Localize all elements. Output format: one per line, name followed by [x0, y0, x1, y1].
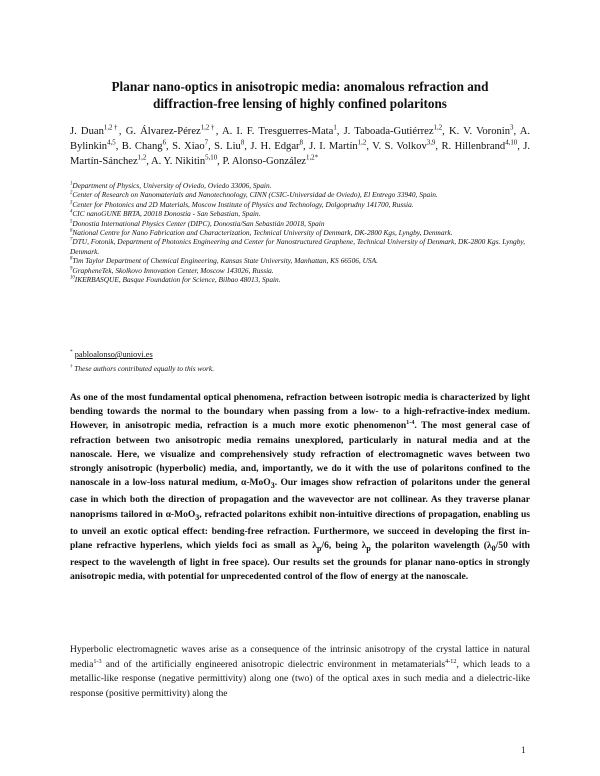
affiliation-text: DTU, Fotonik, Department of Photonics Engineering and Center for Nanostructured Graphene, Technical University of Denmark, DK-2800 Kgs. Lyngby, Denmark.: [70, 237, 526, 256]
author: [70, 126, 119, 137]
author-name: V. S. Volkov: [372, 141, 427, 152]
affiliation-number: 5: [70, 219, 73, 225]
author: [122, 141, 166, 152]
author-affiliation-mark: 8: [240, 139, 245, 147]
author-affiliation-mark: 4,10: [505, 139, 518, 147]
subscript: 3: [195, 512, 200, 522]
corresponding-mark: *: [70, 349, 73, 356]
affiliation-number: 1: [70, 181, 73, 187]
subscript: 3: [270, 481, 275, 491]
author-name: S. Xiao: [172, 141, 205, 152]
abstract-text: . The most general case of refraction between two anisotropic media remains unexplored, particularly in natural media and at the nanoscale. Here, we visualize and comprehensively study refraction of electromagnetic waves between two strongly anisotropic (hyperbolic) media, and, importantly, we do it with the use of polaritons confined to the nanoscale in a low-loss natural medium, α-MoO: [70, 420, 530, 489]
affiliation-number: 7: [70, 238, 73, 243]
affiliation-item: [70, 190, 530, 199]
author-name: J. H. Edgar: [250, 141, 300, 152]
author: [222, 156, 318, 167]
author-affiliation-mark: 8: [299, 139, 304, 147]
affiliation-text: Center for Photonics and 2D Materials, Moscow Institute of Physics and Technology, Dolgoprudny 141700, Russia.: [72, 199, 414, 209]
affiliation-text: GrapheneTek, Skolkovo Innovation Center, Moscow 143026, Russia.: [72, 265, 274, 275]
affiliation-item: [70, 209, 530, 218]
author-name: P. Alonso-González: [222, 156, 307, 167]
author-affiliation-mark: 1,2: [433, 124, 443, 132]
body-text: and of the artificially engineered anisotropic dielectric environment in metamaterials: [101, 658, 446, 670]
author: [214, 141, 244, 152]
author-name: J. Taboada-Gutiérrez: [343, 126, 434, 137]
author-name: S. Liu: [214, 141, 241, 152]
author-name: A. Y. Nikitin: [150, 156, 206, 167]
affiliation-number: 10: [70, 275, 75, 281]
author: [222, 126, 337, 137]
affiliation-text: Department of Physics, University of Oviedo, Oviedo 33006, Spain.: [72, 181, 272, 190]
affiliation-text: National Centre for Nano Fabrication and Characterization, Technical University of Denmark, DK-2800 Kgs, Lyngby, Denmark.: [72, 228, 453, 238]
author-name: J. I. Martín: [309, 141, 358, 152]
title-line-1: Planar nano-optics in anisotropic media: anomalous refraction and: [111, 79, 489, 94]
author: [151, 156, 217, 167]
subscript: p: [366, 543, 371, 553]
equal-contribution-note: [70, 364, 530, 373]
affiliation-number: 9: [70, 266, 73, 272]
author-name: B. Chang: [121, 141, 163, 152]
author-affiliation-mark: 1: [333, 124, 337, 132]
title-line-2: diffraction-free lensing of highly confined polaritons: [153, 96, 447, 111]
author: [449, 126, 514, 137]
affiliation-number: 2: [70, 190, 73, 196]
author: [372, 141, 435, 152]
affiliation-item: [70, 275, 530, 284]
citation-ref: 1-4: [406, 419, 415, 427]
abstract-text: . Our images show refraction of polaritons under the general case in which both the direction of propagation and the wavevector are not collinear. As they traverse planar nanoprisms tailored in α-MoO: [70, 477, 530, 520]
author-list: J. Duan$^{1,2\dagger}$, G. Álvarez-Pérez$^{1,2\dagger}$, A. I. F. Tresguerres-Mata$^1$, J. Taboada-Gutiérrez$^{1,2}$, K. V. Voronin$^3$, A. Bylinkin$^{4,5}$, B. Chang$^6$, S. Xiao$^7$, S. Liu$^8$, J. H. Edgar$^8$, J. I. Martín$^{1,2}$, V. S. Volkov$^{3,9}$, R. Hillenbrand$^{4,10}$, J. Martín-Sánchez$^{1,2}$, A. Y. Nikitin$^{5,10}$, P. Alonso-González$^{1,2*}$: [70, 124, 531, 167]
affiliation-item: [70, 237, 530, 256]
author-affiliation-mark: 1,2: [357, 139, 367, 147]
author-name: J. Duan: [70, 126, 104, 137]
equal-note-text: These authors contributed equally to this work.: [74, 364, 215, 373]
affiliation-text: Donostia International Physics Center (DIPC), Donostia/San Sebastián 20018, Spain: [72, 218, 325, 228]
author: [250, 141, 303, 152]
subscript: 0: [491, 543, 496, 553]
abstract-paragraph: [70, 391, 530, 584]
subscript: p: [317, 543, 322, 553]
citation-ref: 4-12: [445, 657, 457, 665]
affiliation-text: Center of Research on Nanomaterials and Nanotechnology, CINN (CSIC-Universidad de Oviedo), El Entrego 33940, Spain.: [72, 190, 438, 200]
body-paragraph: [70, 643, 530, 701]
author-name: K. V. Voronin: [448, 126, 511, 137]
paper-title: [60, 78, 540, 112]
affiliation-item: [70, 181, 530, 190]
affiliation-number: 6: [70, 228, 73, 234]
affiliation-number: 4: [70, 209, 73, 215]
affiliation-item: [70, 266, 530, 275]
author-name: R. Hillenbrand: [441, 141, 506, 152]
author: [172, 141, 208, 152]
author-affiliation-mark: 1,2*: [306, 154, 319, 162]
affiliation-text: IKERBASQUE, Basque Foundation for Science, Bilbao 48013, Spain.: [74, 275, 281, 285]
author-affiliation-mark: 4,5: [107, 139, 116, 147]
citation-ref: 1-3: [93, 657, 102, 665]
page-number: 1: [521, 745, 526, 755]
affiliation-text: Tim Taylor Department of Chemical Engineering, Kansas State University, Manhattan, KS 66506, USA.: [72, 256, 378, 266]
affiliation-item: [70, 200, 530, 209]
affiliation-list: [70, 181, 530, 284]
equal-note-mark: †: [70, 364, 73, 370]
corresponding-author: [70, 349, 530, 361]
author: [441, 141, 517, 152]
author-affiliation-mark: 6: [162, 139, 166, 147]
affiliation-number: 8: [70, 256, 73, 262]
abstract-text: /6, being λ: [321, 539, 367, 551]
author-name: J. Martín-Sánchez: [70, 141, 531, 167]
author-affiliation-mark: 1,2†: [103, 124, 119, 132]
author-affiliation-mark: 3: [510, 124, 514, 132]
author: [309, 141, 366, 152]
author-name: A. I. F. Tresguerres-Mata: [221, 126, 334, 137]
author-name: A. Bylinkin: [70, 126, 530, 152]
affiliation-item: [70, 228, 530, 237]
author-affiliation-mark: 7: [204, 139, 209, 147]
affiliation-text: CIC nanoGUNE BRTA, 20018 Donostia - San Sebastian, Spain.: [72, 209, 261, 219]
body-text: , which leads to a metallic-like response (negative permittivity) along one (two) of the optical axes in such media and a dielectric-like response (positive permittivity) along the: [70, 658, 530, 699]
corresponding-email-link[interactable]: pabloalonso@uniovi.es: [74, 350, 153, 359]
abstract-text: the polariton wavelength (λ: [370, 539, 492, 551]
author-affiliation-mark: 1,2: [137, 154, 147, 162]
author-name: G. Álvarez-Pérez: [125, 126, 201, 137]
author: [344, 126, 443, 137]
affiliation-item: [70, 256, 530, 265]
author-affiliation-mark: 3,9: [426, 139, 436, 147]
abstract-text: /50 with respect to the wavelength of light in free space). Our results set the grounds for planar nano-optics in strongly anisotropic media, with potential for unprecedented control of the flow of energy at the nanoscale.: [70, 539, 530, 583]
affiliation-item: [70, 219, 530, 228]
abstract-text: , refracted polaritons exhibit non-intuitive directions of propagation, enabling us to unveil an exotic optical effect: bending-free refraction. Furthermore, we succeed in developing the first in-plane refractive hyperlens, which yields foci as small as λ: [70, 508, 530, 551]
affiliation-number: 3: [70, 200, 73, 206]
author: [126, 126, 216, 137]
body-text: Hyperbolic electromagnetic waves arise as a consequence of the intrinsic anisotropy of the crystal lattice in natural media: [70, 644, 530, 670]
author-affiliation-mark: 5,10: [205, 154, 218, 162]
author-affiliation-mark: 1,2†: [200, 124, 216, 132]
abstract-text: As one of the most fundamental optical phenomena, refraction between isotropic media is characterized by light bending towards the normal to the boundary when passing from a low- to a high-refractive-index medium. However, in anisotropic media, refraction is a much more exotic phenomenon: [70, 392, 530, 432]
